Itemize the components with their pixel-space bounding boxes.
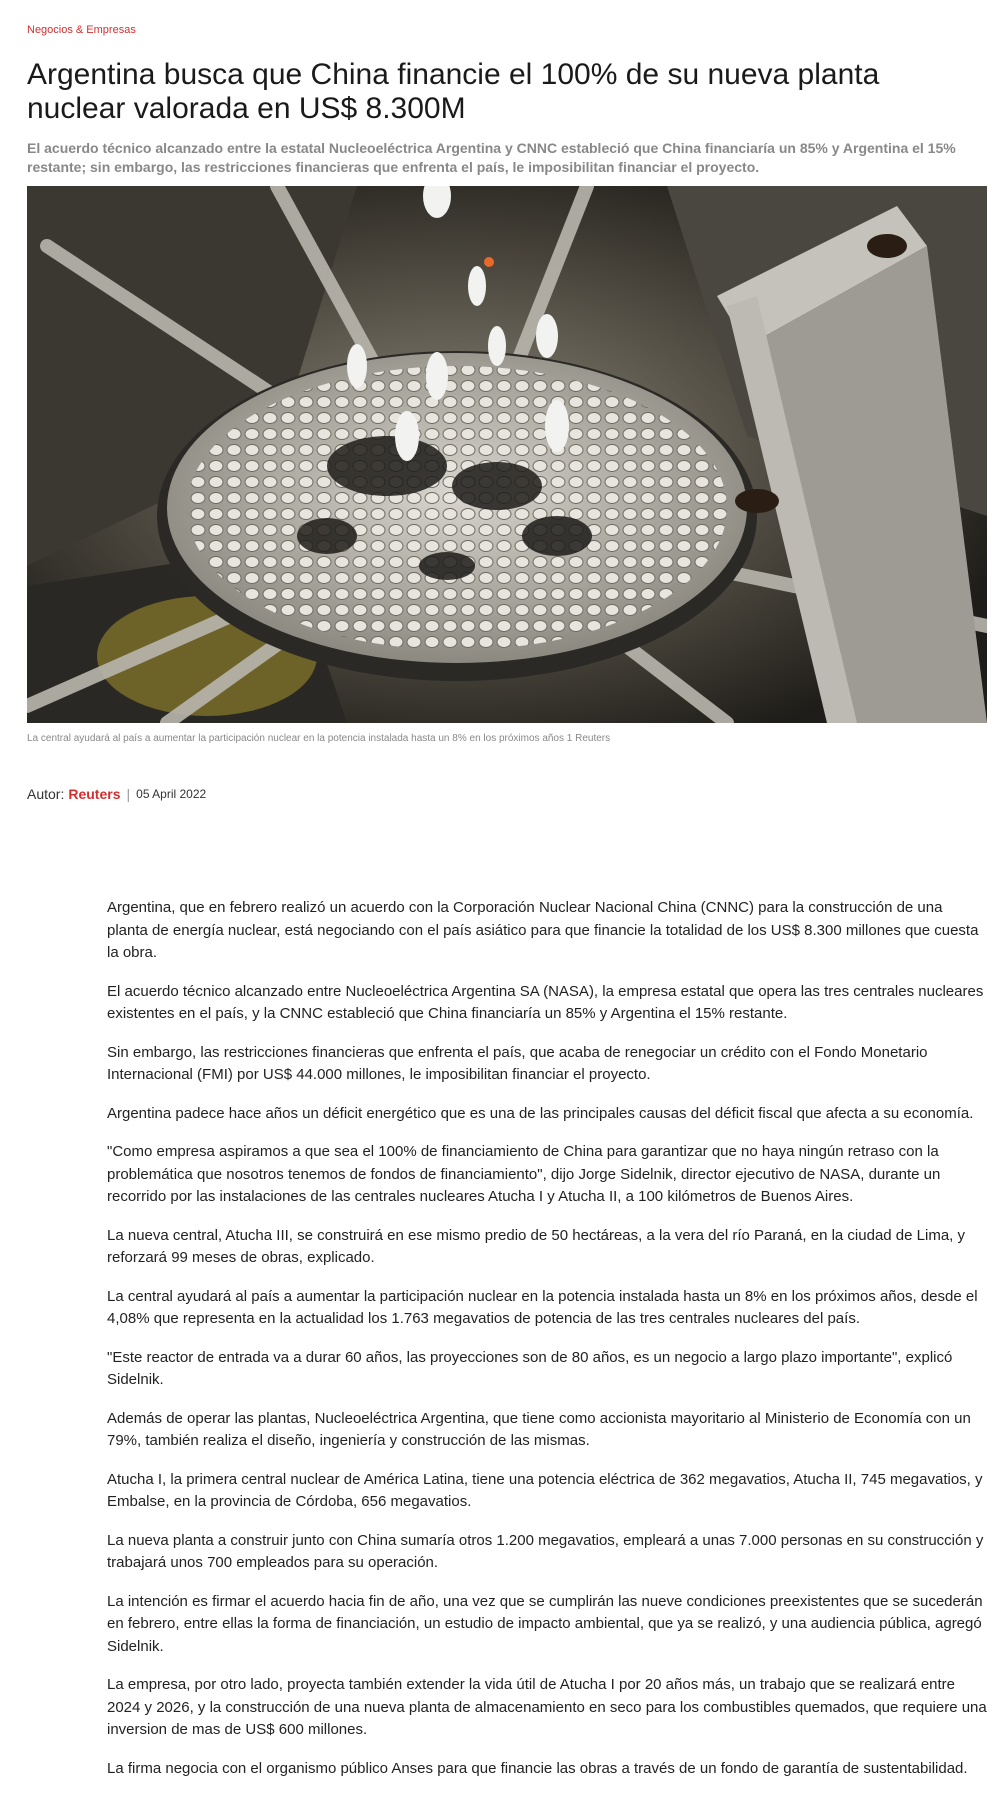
article-paragraph: La empresa, por otro lado, proyecta también extender la vida útil de Atucha I por 20 años más, un trabajo que se realizará entre 2024 y 2026, y la construcción de una nueva planta de almacenamiento en seco para los combustibles quemados, que requiere una inversion de mas de US$ 600 millones. bbox=[107, 1676, 987, 1738]
article-photo bbox=[27, 186, 987, 723]
article-paragraph: "Como empresa aspiramos a que sea el 100% de financiamiento de China para garantizar que no haya ningún retraso con la problemática que nosotros tenemos de fondos de financiamiento", dijo Jorge Sidelnik, director ejecutivo de NASA, durante un recorrido por las instalaciones de las centrales nucleares Atucha I y Atucha II, a 100 kilómetros de Buenos Aires. bbox=[107, 1143, 941, 1205]
photo-caption: La central ayudará al país a aumentar la participación nuclear en la potencia instalada hasta un 8% en los próximos años 1 Reuters bbox=[27, 733, 611, 744]
article-subheadline: El acuerdo técnico alcanzado entre la estatal Nucleoeléctrica Argentina y CNNC estableció que China financiaría un 85% y Argentina el 15% restante; sin embargo, las restricciones financieras que enfrenta el país, le imposibilitan financiar el proyecto. bbox=[27, 140, 956, 175]
article-paragraph: La central ayudará al país a aumentar la participación nuclear en la potencia instalada hasta un 8% en los próximos años, desde el 4,08% que representa en la actualidad los 1.763 megavatios de potencia de las tres centrales nucleares del país. bbox=[107, 1287, 978, 1327]
article-paragraph: Atucha I, la primera central nuclear de América Latina, tiene una potencia eléctrica de 362 megavatios, Atucha II, 745 megavatios, y Embalse, en la provincia de Córdoba, 656 megavatios. bbox=[107, 1470, 983, 1510]
article-paragraph: Sin embargo, las restricciones financieras que enfrenta el país, que acaba de renegociar un crédito con el Fondo Monetario Internacional (FMI) por US$ 44.000 millones, le imposibilitan financiar el proyecto. bbox=[107, 1043, 928, 1083]
category-link[interactable]: Negocios & Empresas bbox=[27, 24, 136, 36]
byline-separator: | bbox=[126, 786, 131, 802]
byline bbox=[27, 786, 206, 802]
article-headline: Argentina busca que China financie el 100% de su nueva planta nuclear valorada en US$ 8.300M bbox=[27, 58, 880, 125]
publish-date: 05 April 2022 bbox=[136, 787, 207, 801]
article-paragraph: Además de operar las plantas, Nucleoeléctrica Argentina, que tiene como accionista mayoritario al Ministerio de Economía con un 79%, también realiza el diseño, ingeniería y construcción de las mismas. bbox=[107, 1409, 971, 1449]
article-paragraph: El acuerdo técnico alcanzado entre Nucleoeléctrica Argentina SA (NASA), la empresa estatal que opera las tres centrales nucleares existentes en el país, y la CNNC estableció que China financiaría un 85% y Argentina el 15% restante. bbox=[107, 982, 984, 1022]
author-link[interactable]: Reuters bbox=[68, 786, 121, 802]
author-label: Autor: bbox=[27, 786, 65, 802]
article-paragraph: La nueva planta a construir junto con China sumaría otros 1.200 megavatios, empleará a unas 7.000 personas en su construcción y trabajará unos 700 empleados para su operación. bbox=[107, 1531, 984, 1571]
article-body bbox=[107, 897, 987, 1796]
article-paragraph: La firma negocia con el organismo público Anses para que financie las obras a través de un fondo de garantía de sustentabilidad. bbox=[107, 1759, 968, 1777]
article-paragraph: La intención es firmar el acuerdo hacia fin de año, una vez que se cumplirán las nueve condiciones preexistentes que se sucederán en febrero, entre ellas la forma de financiación, un estudio de impacto ambiental, que ya se realizó, y una audiencia pública, agregó Sidelnik. bbox=[107, 1592, 983, 1655]
article-paragraph: Argentina, que en febrero realizó un acuerdo con la Corporación Nuclear Nacional China (CNNC) para la construcción de una planta de energía nuclear, está negociando con el país asiático para que financie la totalidad de los US$ 8.300 millones que cuesta la obra. bbox=[107, 899, 979, 961]
article-paragraph: Argentina padece hace años un déficit energético que es una de las principales causas del déficit fiscal que afecta a su economía. bbox=[107, 1104, 974, 1122]
article-paragraph: La nueva central, Atucha III, se construirá en ese mismo predio de 50 hectáreas, a la vera del río Paraná, en la ciudad de Lima, y reforzará 99 meses de obras, explicado. bbox=[107, 1226, 965, 1266]
article-paragraph: "Este reactor de entrada va a durar 60 años, las proyecciones son de 80 años, es un negocio a largo plazo importante", explicó Sidelnik. bbox=[107, 1348, 953, 1388]
